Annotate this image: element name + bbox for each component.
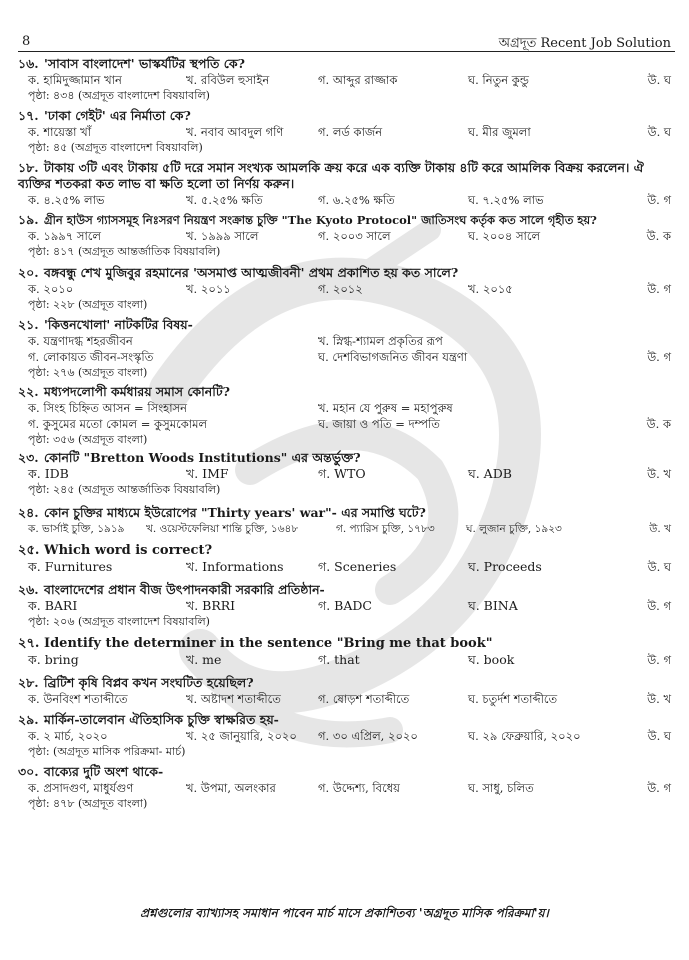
option-gha: ঘ. দেশবিভাগজনিত জীবন যন্ত্রণা [318, 350, 468, 364]
option-ka: ক. ১৯৯৭ সালে [28, 229, 101, 243]
option-gha: খ. ২০১৫ [468, 282, 513, 296]
option-ka: ক. ভার্সাই চুক্তি, ১৯১৯ [28, 523, 125, 535]
option-kha: খ. উপমা, অলংকার [186, 781, 276, 795]
question-29 [18, 712, 671, 759]
option-gha: ঘ. ADB [468, 466, 512, 481]
question-number: ৩০. [18, 764, 39, 779]
question-number: ১৬. [18, 56, 39, 71]
option-ka: ক. হামিদুজ্জামান খান [28, 73, 122, 87]
answer-label: উ. গ [647, 781, 671, 795]
question-text: টাকায় ৩টি এবং টাকায় ৫টি দরে সমান সংখ্যক আমলকি ক্রয় করে এক ব্যক্তি টাকায় ৪টি করে আমলিক বিক্রয় করলেন। ঐ ব্যক্তির শতকরা কত লাভ বা ক্ষতি হলো তা নির্ণয় করুন। [18, 160, 644, 191]
question-text: Which word is correct? [44, 543, 213, 558]
option-ga: গ. লর্ড কার্জন [318, 125, 383, 139]
option-kha: খ. ১৯৯৯ সালে [186, 229, 259, 243]
page-reference: পৃষ্ঠা: ২৪৫ (অগ্রদূত আন্তর্জাতিক বিষয়াবলি) [28, 483, 221, 496]
option-kha: খ. ২০১১ [186, 282, 231, 296]
option-ka: ক. প্রসাদগুণ, মাধুর্যগুণ [28, 781, 134, 795]
question-text: 'কিত্তনখোলা' নাটকটির বিষয়- [44, 317, 193, 332]
question-number: ১৮. [18, 160, 39, 175]
option-ka: ক. ৪.২৫% লাভ [28, 193, 105, 207]
option-gha: ঘ. লুজান চুক্তি, ১৯২৩ [466, 523, 562, 535]
question-21 [18, 317, 671, 380]
option-ga: গ. লোকায়ত জীবন-সংস্কৃতি [28, 350, 154, 364]
option-ga: গ. Sceneries [318, 559, 397, 574]
option-ka: ক. উনবিংশ শতাব্দীতে [28, 692, 128, 706]
answer-label: উ. ক [646, 417, 671, 431]
option-kha: খ. ওয়েস্টফেলিয়া শান্তি চুক্তি, ১৬৪৮ [146, 523, 299, 535]
option-ga: গ. আব্দুর রাজ্জাক [318, 73, 398, 87]
question-text: ব্রিটিশ কৃষি বিপ্লব কখন সংঘটিত হয়েছিল? [44, 675, 254, 690]
answer-label: উ. খ [649, 523, 671, 535]
page-reference: পৃষ্ঠা: ৪৭৮ (অগ্রদূত বাংলা) [28, 797, 148, 810]
page-reference: পৃষ্ঠা: ২৭৬ (অগ্রদূত বাংলা) [28, 366, 148, 379]
option-ga: গ. প্যারিস চুক্তি, ১৭৮৩ [336, 523, 435, 535]
option-ka: ক. ২০১০ [28, 282, 74, 296]
question-20 [18, 265, 671, 312]
question-text: মার্কিন-তালেবান ঐতিহাসিক চুক্তি স্বাক্ষরিত হয়- [44, 712, 279, 727]
option-ga: গ. ৬.২৫% ক্ষতি [318, 193, 395, 207]
option-kha: খ. me [186, 652, 222, 667]
answer-label: উ. ঘ [647, 560, 671, 574]
question-number: ২৫. [18, 543, 40, 558]
option-ga: গ. WTO [318, 466, 366, 481]
answer-label: উ. খ [647, 692, 671, 706]
page-reference: পৃষ্ঠা: ২২৮ (অগ্রদূত বাংলা) [28, 298, 148, 311]
option-kha: খ. নবাব আবদুল গণি [186, 125, 284, 139]
question-text: মধ্যপদলোপী কর্মধারয় সমাস কোনটি? [44, 384, 230, 399]
option-ga: গ. ৩০ এপ্রিল, ২০২০ [318, 729, 418, 743]
question-number: ২৬. [18, 582, 39, 597]
answer-label: উ. ঘ [647, 729, 671, 743]
question-number: ২৯. [18, 712, 39, 727]
page-reference: পৃষ্ঠা: ৪৩৪ (অগ্রদূত বাংলাদেশ বিষয়াবলি) [28, 89, 210, 102]
answer-label: উ. গ [647, 350, 671, 364]
option-gha: ঘ. ২৯ ফেব্রুয়ারি, ২০২০ [468, 729, 581, 743]
question-text: গ্রীন হাউস গ্যাসসমূহ নিঃসরণ নিয়ন্ত্রণ সংক্রান্ত চুক্তি "The Kyoto Protocol" জাতিসংঘ কর্তৃক কত সালে গৃহীত হয়? [44, 213, 597, 227]
option-kha: খ. রবিউল হুসাইন [186, 73, 270, 87]
option-ka: ক. শায়েস্তা খাঁ [28, 125, 92, 139]
option-ka: ক. bring [28, 652, 79, 667]
page-reference: পৃষ্ঠা: (অগ্রদূত মাসিক পরিক্রমা- মার্চ) [28, 745, 186, 758]
option-gha: ঘ. নিতুন কুন্ডু [468, 73, 529, 87]
option-gha: ঘ. ৭.২৫% লাভ [468, 193, 544, 207]
question-number: ২৪. [18, 505, 39, 520]
option-ga: গ. ২০১২ [318, 282, 363, 296]
question-text: 'সাবাস বাংলাদেশ' ভাস্কর্যটির স্থপতি কে? [44, 56, 245, 71]
option-ka: ক. IDB [28, 466, 69, 481]
question-text: Identify the determiner in the sentence "Bring me that book" [44, 636, 493, 651]
question-text: কোন চুক্তির মাধ্যমে ইউরোপের "Thirty years' war"- এর সমাপ্তি ঘটে? [44, 505, 426, 520]
page-number: 8 [22, 34, 31, 49]
question-text: বাক্যের দুটি অংশ থাকে- [44, 764, 164, 779]
question-26 [18, 582, 671, 629]
option-kha: খ. ২৫ জানুয়ারি, ২০২০ [186, 729, 297, 743]
option-ga: গ. কুসুমের মতো কোমল = কুসুমকোমল [28, 417, 208, 431]
question-number: ২২. [18, 384, 39, 399]
page-reference: পৃষ্ঠা: ২০৬ (অগ্রদূত বাংলাদেশ বিষয়াবলি) [28, 615, 210, 628]
question-number: ২৮. [18, 675, 39, 690]
answer-label: উ. ঘ [647, 125, 671, 139]
option-kha: খ. IMF [186, 466, 229, 481]
question-22 [18, 384, 671, 447]
option-kha: খ. অষ্টাদশ শতাব্দীতে [186, 692, 281, 706]
option-ga: গ. ষোড়শ শতাব্দীতে [318, 692, 410, 706]
option-ka: ক. BARI [28, 598, 78, 613]
question-text: বাংলাদেশের প্রধান বীজ উৎপাদনকারী সরকারি প্রতিষ্ঠান- [44, 582, 325, 597]
question-27 [18, 636, 671, 668]
question-text: বঙ্গবন্ধু শেখ মুজিবুর রহমানের 'অসমাপ্ত আত্মজীবনী' প্রথম প্রকাশিত হয় কত সালে? [44, 265, 459, 280]
question-number: ২০. [18, 265, 39, 280]
option-ka: ক. Furnitures [28, 559, 113, 574]
answer-label: উ. গ [647, 282, 671, 296]
option-ga: গ. BADC [318, 598, 372, 613]
page-reference: পৃষ্ঠা: ৩৫৬ (অগ্রদূত বাংলা) [28, 433, 148, 446]
option-gha: ঘ. book [468, 652, 515, 667]
option-ga: গ. ২০০৩ সালে [318, 229, 391, 243]
question-number: ১৭. [18, 108, 39, 123]
answer-label: উ. ঘ [647, 73, 671, 87]
option-gha: ঘ. ২০০৪ সালে [468, 229, 541, 243]
option-ga: গ. that [318, 652, 360, 667]
answer-label: উ. ক [646, 229, 671, 243]
option-ka: ক. ২ মার্চ, ২০২০ [28, 729, 108, 743]
option-gha: ঘ. BINA [468, 598, 518, 613]
option-ka: ক. সিংহ চিহ্নিত আসন = সিংহাসন [28, 401, 188, 415]
question-25 [18, 543, 671, 575]
question-19 [18, 212, 671, 259]
header-rule [18, 51, 675, 52]
option-kha: খ. BRRI [186, 598, 236, 613]
question-24 [18, 505, 671, 537]
question-number: ২৩. [18, 450, 39, 465]
question-number: ২১. [18, 317, 39, 332]
question-18 [18, 160, 671, 208]
question-30 [18, 764, 671, 811]
option-gha: ঘ. মীর জুমলা [468, 125, 531, 139]
answer-label: উ. গ [647, 193, 671, 207]
answer-label: উ. গ [647, 599, 671, 613]
footer-note: প্রশ্নগুলোর ব্যাখ্যাসহ সমাধান পাবেন মার্চ মাসে প্রকাশিতব্য 'অগ্রদূত মাসিক পরিক্রমা'য়। [140, 906, 549, 920]
running-header-title: অগ্রদূত Recent Job Solution [498, 36, 671, 51]
answer-label: উ. খ [647, 467, 671, 481]
question-28 [18, 675, 671, 707]
page-reference: পৃষ্ঠা: ৪৫ (অগ্রদূত বাংলাদেশ বিষয়াবলি) [28, 141, 203, 154]
question-number: ২৭. [18, 636, 40, 651]
question-text: 'ঢাকা গেইট' এর নির্মাতা কে? [44, 108, 191, 123]
option-gha: ঘ. চতুর্দশ শতাব্দীতে [468, 692, 558, 706]
option-ga: গ. উদ্দেশ্য, বিধেয় [318, 781, 400, 795]
page-reference: পৃষ্ঠা: ৪১৭ (অগ্রদূত আন্তর্জাতিক বিষয়াবলি) [28, 245, 221, 258]
question-number: ১৯. [18, 212, 39, 227]
option-kha: খ. মহান যে পুরুষ = মহাপুরুষ [318, 401, 453, 415]
question-16 [18, 56, 671, 103]
option-kha: খ. স্নিগ্ধ-শ্যামল প্রকৃতির রূপ [318, 334, 443, 348]
question-17 [18, 108, 671, 155]
option-gha: ঘ. জায়া ও পতি = দম্পতি [318, 417, 440, 431]
question-23 [18, 450, 671, 497]
option-kha: খ. ৫.২৫% ক্ষতি [186, 193, 263, 207]
answer-label: উ. গ [647, 653, 671, 667]
option-ka: ক. যন্ত্রণাদগ্ধ শহরজীবন [28, 334, 133, 348]
question-text: কোনটি "Bretton Woods Institutions" এর অন্তর্ভুক্ত? [44, 450, 361, 465]
option-gha: ঘ. Proceeds [468, 559, 542, 574]
option-kha: খ. Informations [186, 559, 284, 574]
option-gha: ঘ. সাধু, চলিত [468, 781, 534, 795]
